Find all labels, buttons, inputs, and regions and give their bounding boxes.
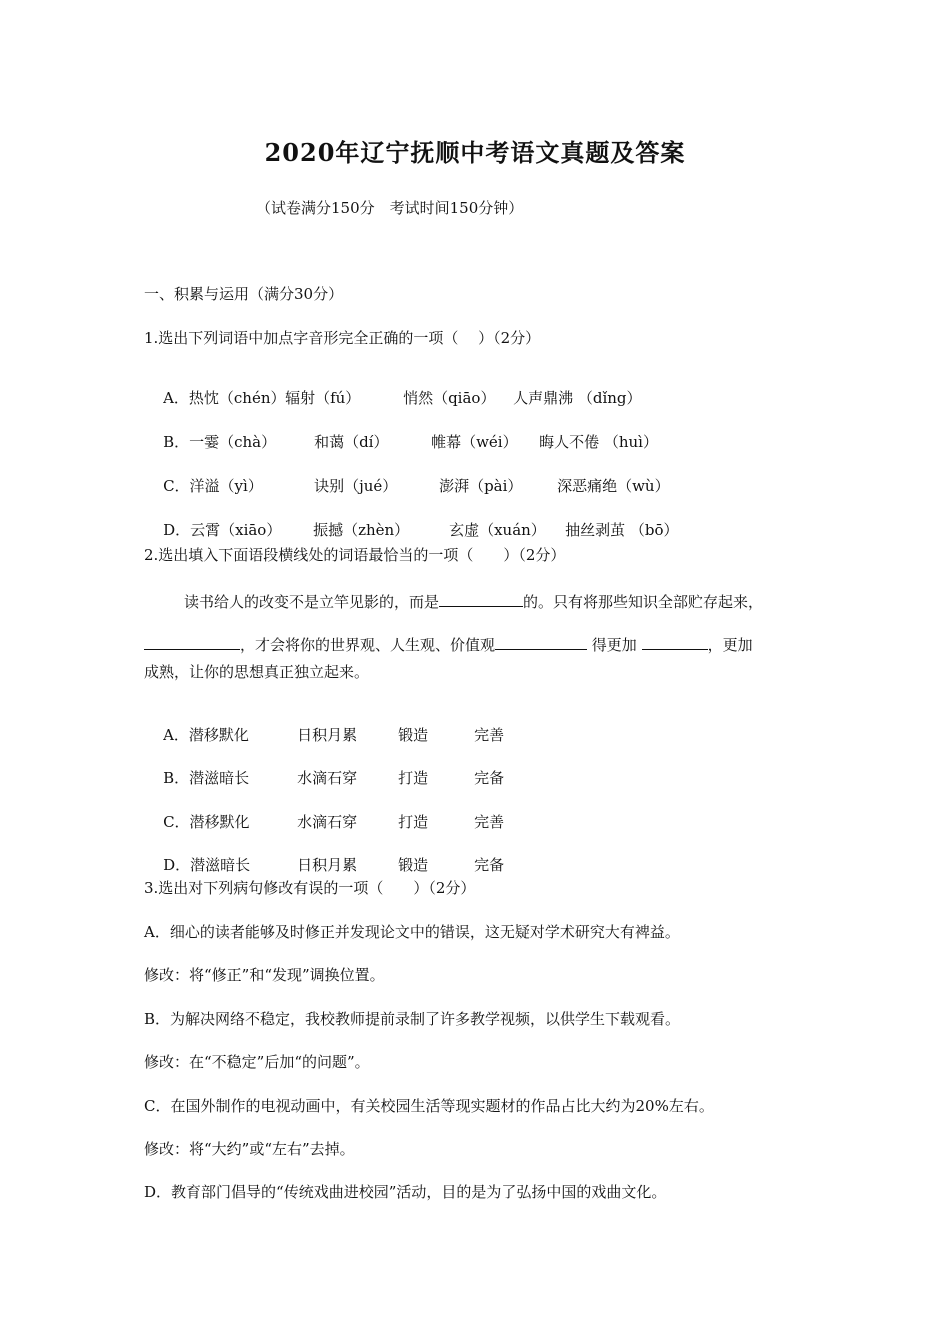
q2-d-word-1: D．潜滋暗长 — [163, 856, 251, 874]
q3-option-c-fix: 修改：将“大约”或“左右”去掉。 — [144, 1140, 355, 1158]
q1-a-word-3: 悄然（qiāo） — [403, 389, 496, 407]
q1-b-word-1: B．一霎（chà） — [163, 433, 277, 451]
q2-d-word-3: 锻造 — [398, 856, 429, 874]
q1-a-word-4: 人声鼎沸 （dǐng） — [513, 389, 642, 407]
q2-passage-text-1a: 读书给人的改变不是立竿见影的，而是 — [184, 593, 440, 611]
q3-option-d: D．教育部门倡导的“传统戏曲进校园”活动，目的是为了弘扬中国的戏曲文化。 — [144, 1183, 667, 1201]
q2-b-word-3: 打造 — [398, 769, 429, 787]
q3-option-a-fix: 修改：将“修正”和“发现”调换位置。 — [144, 966, 385, 984]
q1-b-word-4: 晦人不倦 （huì） — [539, 433, 658, 451]
q1-c-word-4: 深恶痛绝（wù） — [557, 477, 670, 495]
q2-b-word-1: B．潜滋暗长 — [163, 769, 250, 787]
q2-passage-text-2a: ，才会将你的世界观、人生观、价值观 — [240, 636, 496, 654]
q3-option-b-fix: 修改：在“不稳定”后加“的问题”。 — [144, 1053, 370, 1071]
q2-b-word-2: 水滴石穿 — [297, 769, 358, 787]
q2-blank-1 — [439, 590, 523, 607]
q2-blank-3 — [495, 633, 587, 650]
q3-option-b: B．为解决网络不稳定，我校教师提前录制了许多教学视频，以供学生下载观看。 — [144, 1010, 681, 1028]
q2-c-word-2: 水滴石穿 — [297, 813, 358, 831]
q2-blank-2 — [144, 633, 240, 650]
q1-a-word-2: 辐射（fú） — [285, 389, 361, 407]
q1-b-word-2: 和蔼（dí） — [314, 433, 389, 451]
q2-c-word-4: 完善 — [474, 813, 505, 831]
q3-option-a: A．细心的读者能够及时修正并发现论文中的错误，这无疑对学术研究大有裨益。 — [144, 923, 680, 941]
q2-c-word-3: 打造 — [398, 813, 429, 831]
q2-d-word-4: 完备 — [474, 856, 505, 874]
q1-d-word-1: D．云霄（xiāo） — [163, 521, 282, 539]
q2-a-word-2: 日积月累 — [297, 726, 358, 744]
question-1-stem: 1.选出下列词语中加点字音形完全正确的一项（ ）（2分） — [144, 329, 541, 347]
q2-blank-4 — [642, 633, 708, 650]
q2-passage-line-3: 成熟，让你的思想真正独立起来。 — [144, 663, 370, 681]
q1-d-word-2: 振撼（zhèn） — [313, 521, 410, 539]
q2-b-word-4: 完备 — [474, 769, 505, 787]
q2-a-word-1: A．潜移默化 — [163, 726, 249, 744]
q3-option-c: C．在国外制作的电视动画中，有关校园生活等现实题材的作品占比大约为20%左右。 — [144, 1097, 714, 1115]
section-heading: 一、积累与运用（满分30分） — [144, 285, 344, 303]
q2-c-word-1: C．潜移默化 — [163, 813, 250, 831]
q1-d-word-3: 玄虚（xuán） — [449, 521, 546, 539]
exam-info: （试卷满分150分 考试时间150分钟） — [256, 199, 524, 217]
q2-passage-text-2b: 得更加 — [587, 636, 642, 654]
q2-passage-text-2c: ，更加 — [707, 636, 753, 654]
document-title: 2020年辽宁抚顺中考语文真题及答案 — [264, 138, 686, 167]
q2-passage-line-1 — [184, 590, 763, 612]
q1-c-word-2: 诀别（jué） — [314, 477, 398, 495]
q1-d-word-4: 抽丝剥茧 （bō） — [565, 521, 679, 539]
q2-d-word-2: 日积月累 — [297, 856, 358, 874]
question-3-stem: 3.选出对下列病句修改有误的一项（ ）（2分） — [144, 879, 476, 897]
q2-a-word-3: 锻造 — [398, 726, 429, 744]
q2-a-word-4: 完善 — [474, 726, 505, 744]
question-2-stem: 2.选出填入下面语段横线处的词语最恰当的一项（ ）（2分） — [144, 546, 566, 564]
q1-c-word-1: C．洋溢（yì） — [163, 477, 263, 495]
q1-b-word-3: 帷幕（wéi） — [431, 433, 518, 451]
q1-c-word-3: 澎湃（pài） — [439, 477, 523, 495]
q2-passage-line-2 — [144, 633, 753, 655]
q1-a-word-1: A．热忱（chén） — [163, 389, 286, 407]
q2-passage-text-1b: 的。只有将那些知识全部贮存起来， — [523, 593, 764, 611]
